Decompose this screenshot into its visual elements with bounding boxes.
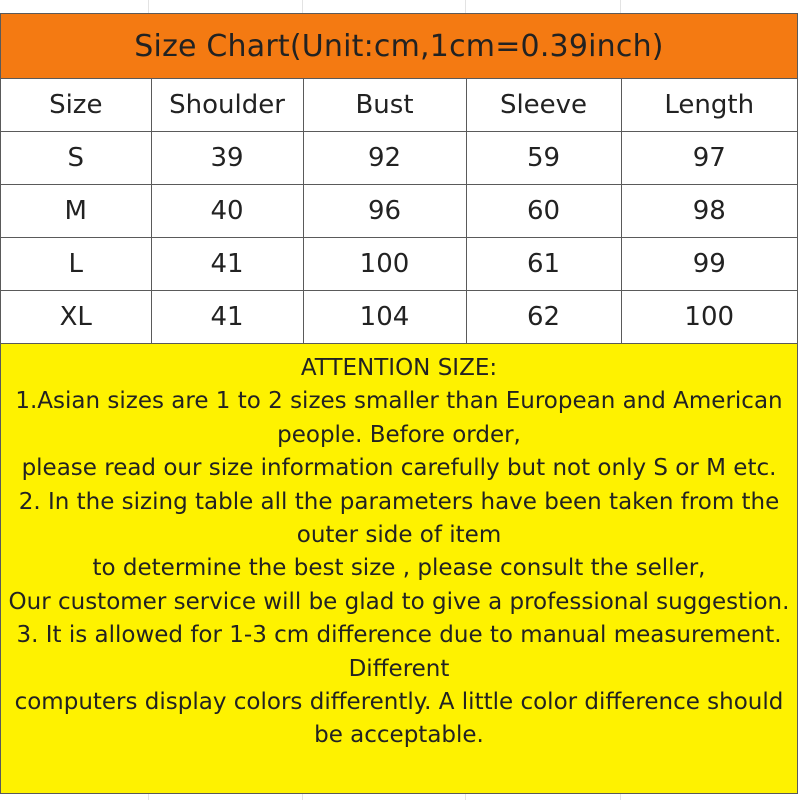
background-grid-line <box>620 0 621 13</box>
size-chart-title: Size Chart(Unit:cm,1cm=0.39inch) <box>1 14 797 79</box>
table-cell: 39 <box>151 132 303 185</box>
column-header-shoulder: Shoulder <box>151 79 303 132</box>
background-grid-line <box>148 794 149 800</box>
table-cell: 100 <box>303 238 466 291</box>
background-grid-line <box>302 0 303 13</box>
table-cell: L <box>1 238 151 291</box>
table-cell: 99 <box>621 238 797 291</box>
column-header-bust: Bust <box>303 79 466 132</box>
notice-line: people. Before order, <box>277 421 521 448</box>
table-row <box>1 291 797 344</box>
notice-line: outer side of item <box>296 522 502 549</box>
attention-notice <box>1 343 797 793</box>
table-cell: 40 <box>151 185 303 238</box>
table-cell: 92 <box>303 132 466 185</box>
notice-line: computers display colors differently. A little color difference should <box>14 689 784 716</box>
table-cell: 97 <box>621 132 797 185</box>
background-grid-line <box>148 0 149 13</box>
notice-line: Our customer service will be glad to give a professional suggestion. <box>8 588 790 615</box>
table-cell: 62 <box>466 291 621 344</box>
notice-heading: ATTENTION SIZE: <box>300 355 498 381</box>
notice-line: 1.Asian sizes are 1 to 2 sizes smaller than European and American <box>15 388 783 415</box>
background-grid-line <box>465 794 466 800</box>
column-header-length: Length <box>621 79 797 132</box>
table-cell: 61 <box>466 238 621 291</box>
table-cell: XL <box>1 291 151 344</box>
notice-line: please read our size information carefully but not only S or M etc. <box>21 455 777 482</box>
table-cell: 41 <box>151 291 303 344</box>
table-cell: 98 <box>621 185 797 238</box>
table-row <box>1 238 797 291</box>
notice-line: Different <box>348 655 450 682</box>
notice-line: to determine the best size , please consult the seller, <box>92 555 706 582</box>
notice-line: 3. It is allowed for 1-3 cm difference due to manual measurement. <box>16 622 782 649</box>
table-cell: 96 <box>303 185 466 238</box>
table-cell: M <box>1 185 151 238</box>
notice-line: be acceptable. <box>314 722 484 749</box>
background-grid-line <box>620 794 621 800</box>
background-grid-line <box>465 0 466 13</box>
column-header-sleeve: Sleeve <box>466 79 621 132</box>
table-header-row <box>1 79 797 132</box>
background-grid-line <box>302 794 303 800</box>
column-header-size: Size <box>1 79 151 132</box>
table-cell: 60 <box>466 185 621 238</box>
size-chart-card <box>0 13 798 794</box>
size-table <box>1 79 797 344</box>
table-row <box>1 132 797 185</box>
table-cell: 100 <box>621 291 797 344</box>
notice-line: 2. In the sizing table all the parameters have been taken from the <box>18 488 780 515</box>
table-row <box>1 185 797 238</box>
table-cell: S <box>1 132 151 185</box>
table-cell: 59 <box>466 132 621 185</box>
table-cell: 104 <box>303 291 466 344</box>
table-cell: 41 <box>151 238 303 291</box>
